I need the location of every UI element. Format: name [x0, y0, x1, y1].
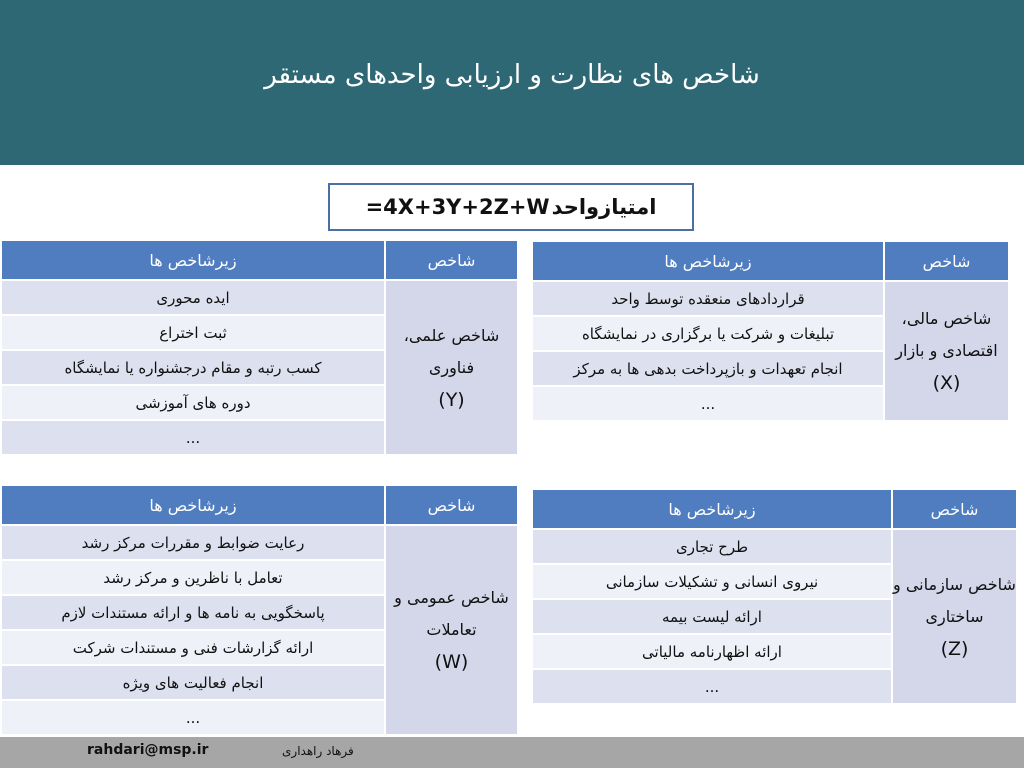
sub-index-cell: ارائه لیست بیمه	[532, 599, 892, 634]
main-index-cell	[884, 281, 1009, 421]
finance-index-table	[531, 240, 1010, 422]
tech-index-table	[0, 239, 519, 456]
slide-title: شاخص های نظارت و ارزیابی واحدهای مستقر	[264, 60, 760, 90]
sub-index-cell: ...	[532, 386, 884, 421]
sub-index-cell: ارائه اظهارنامه مالیاتی	[532, 634, 892, 669]
main-index-cell	[892, 529, 1017, 704]
formula-expression: =4X+3Y+2Z+W	[365, 195, 550, 219]
sub-index-header: زیرشاخص ها	[532, 241, 884, 281]
main-index-code: (Y)	[438, 388, 465, 411]
sub-index-cell: تعامل با ناظرین و مرکز رشد	[1, 560, 385, 595]
sub-index-cell: ...	[1, 700, 385, 735]
main-index-code: (W)	[434, 651, 469, 673]
main-index-code: (Z)	[940, 637, 969, 660]
sub-index-header: زیرشاخص ها	[532, 489, 892, 529]
footer-email: rahdari@msp.ir	[87, 742, 209, 758]
formula-box	[328, 183, 694, 231]
main-index-header: شاخص	[385, 485, 518, 525]
sub-index-cell: رعایت ضوابط و مقررات مرکز رشد	[1, 525, 385, 560]
main-index-label: شاخص عمومی و تعاملات	[394, 588, 509, 639]
sub-index-cell: قراردادهای منعقده توسط واحد	[532, 281, 884, 316]
sub-index-cell: دوره های آموزشی	[1, 385, 385, 420]
main-index-label: شاخص علمی، فناوری	[403, 325, 500, 377]
main-index-header: شاخص	[892, 489, 1017, 529]
main-index-cell	[385, 280, 518, 455]
footer-author: فرهاد راهداری	[282, 744, 354, 758]
main-index-code: (X)	[932, 372, 961, 394]
main-index-header: شاخص	[884, 241, 1009, 281]
sub-index-cell: تبلیغات و شرکت یا برگزاری در نمایشگاه	[532, 316, 884, 351]
sub-index-cell: انجام تعهدات و بازپرداخت بدهی ها به مرکز	[532, 351, 884, 386]
sub-index-cell: ...	[1, 420, 385, 455]
general-index-table	[0, 484, 519, 736]
sub-index-cell: ثبت اختراع	[1, 315, 385, 350]
sub-index-header: زیرشاخص ها	[1, 240, 385, 280]
main-index-label: شاخص مالی، اقتصادی و بازار	[895, 309, 998, 360]
sub-index-cell: کسب رتبه و مقام درجشنواره یا نمایشگاه	[1, 350, 385, 385]
sub-index-cell: ...	[532, 669, 892, 704]
main-index-header: شاخص	[385, 240, 518, 280]
sub-index-cell: نیروی انسانی و تشکیلات سازمانی	[532, 564, 892, 599]
main-index-cell	[385, 525, 518, 735]
sub-index-cell: ایده محوری	[1, 280, 385, 315]
org-index-table	[531, 488, 1018, 705]
sub-index-cell: انجام فعالیت های ویژه	[1, 665, 385, 700]
sub-index-cell: پاسخگویی به نامه ها و ارائه مستندات لازم	[1, 595, 385, 630]
main-index-label: شاخص سازمانی و ساختاری	[893, 574, 1016, 626]
sub-index-cell: طرح تجاری	[532, 529, 892, 564]
sub-index-header: زیرشاخص ها	[1, 485, 385, 525]
sub-index-cell: ارائه گزارشات فنی و مستندات شرکت	[1, 630, 385, 665]
formula-label: امتیازواحد	[551, 195, 657, 219]
